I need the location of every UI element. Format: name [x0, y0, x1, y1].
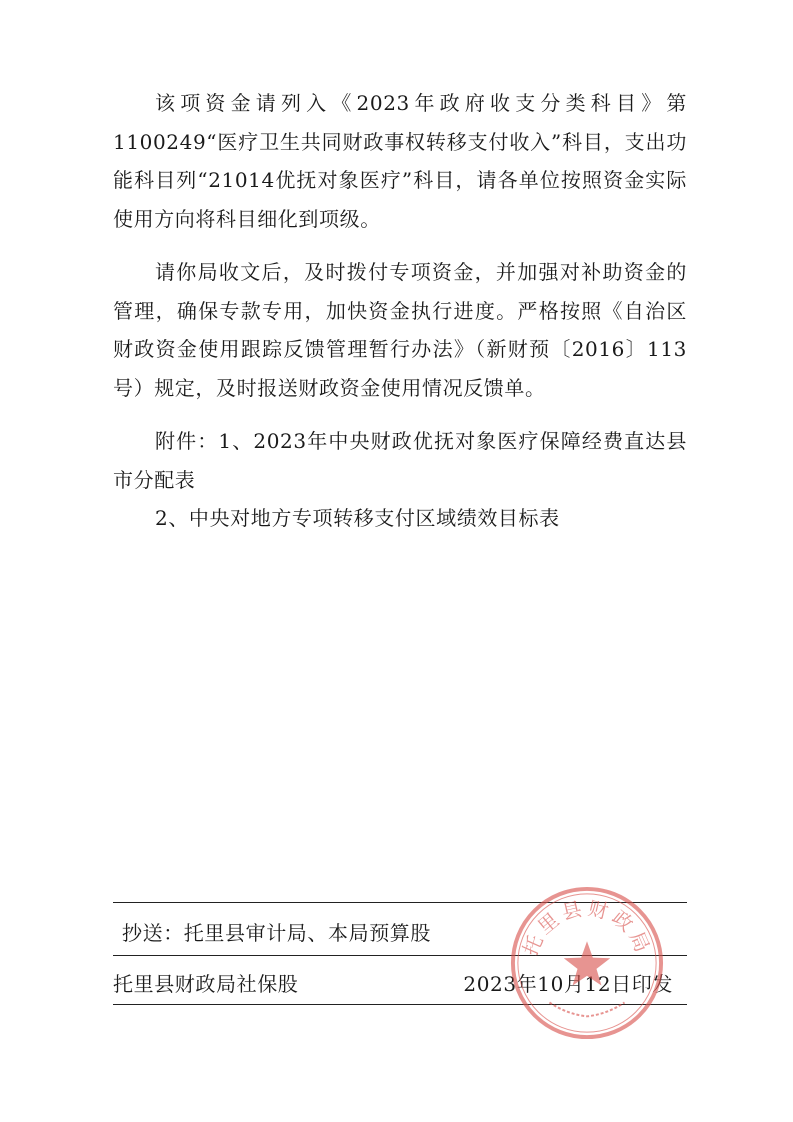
official-seal-icon: [508, 884, 666, 1042]
svg-text:托里县财政局: 托里县财政局: [518, 896, 656, 960]
paragraph-fund-classification: 该项资金请列入《2023年政府收支分类科目》第1100249“医疗卫生共同财政事权转移支付收入”科目，支出功能科目列“21014优抚对象医疗”科目，请各单位按照资金实际使用方向将科目细化到项级。: [113, 91, 687, 231]
attachment-2: 2、中央对地方专项转移支付区域绩效目标表: [155, 506, 560, 530]
cc-line: 抄送：托里县审计局、本局预算股: [122, 921, 431, 945]
issue-date: 2023年10月12日印发: [463, 972, 673, 996]
attachment-1: 附件：1、2023年中央财政优抚对象医疗保障经费直达县市分配表: [113, 429, 687, 492]
paragraph-fund-management: 请你局收文后，及时拨付专项资金，并加强对补助资金的管理，确保专款专用，加快资金执行进度。严格按照《自治区财政资金使用跟踪反馈管理暂行办法》（新财预〔2016〕113号）规定，及时报送财政资金使用情况反馈单。: [113, 260, 687, 400]
issuer-name: 托里县财政局社保股: [113, 972, 299, 996]
